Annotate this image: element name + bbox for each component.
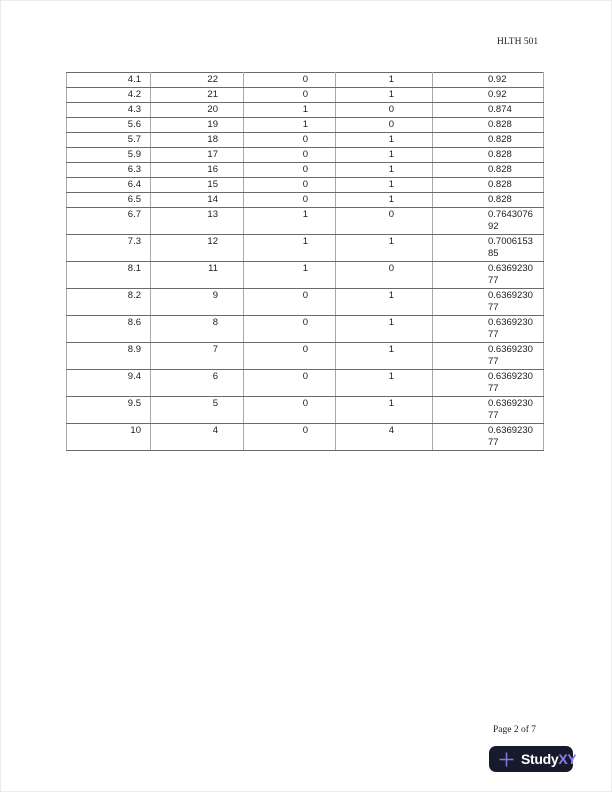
- table-row: [67, 118, 544, 133]
- table-cell: [244, 118, 336, 133]
- cell-value: 0.828: [488, 134, 512, 145]
- cell-value: 16: [207, 164, 218, 175]
- cell-value: 15: [207, 179, 218, 190]
- data-table: [66, 72, 544, 451]
- cell-value: 0.700615385: [488, 236, 533, 259]
- table-cell: [336, 163, 433, 178]
- cell-value: 1: [302, 209, 308, 220]
- cell-value: 18: [207, 134, 218, 145]
- table-cell: [151, 163, 244, 178]
- table-cell: [336, 370, 433, 397]
- table-cell: [433, 397, 544, 424]
- cell-value: 0: [388, 104, 394, 115]
- table-cell: [151, 103, 244, 118]
- table-cell: [151, 316, 244, 343]
- table-cell: [336, 73, 433, 88]
- table-cell: [433, 370, 544, 397]
- cell-value: 1: [388, 290, 394, 301]
- cell-value: 6.3: [127, 164, 141, 175]
- cell-value: 8.1: [127, 263, 141, 274]
- cell-value: 0.636923077: [488, 344, 533, 367]
- table-cell: [67, 163, 151, 178]
- table-cell: [244, 178, 336, 193]
- cell-value: 9.4: [127, 371, 141, 382]
- cell-value: 0.828: [488, 164, 512, 175]
- table-cell: [151, 148, 244, 163]
- cell-value: 12: [207, 236, 218, 247]
- cell-value: 8: [212, 317, 218, 328]
- table-cell: [67, 208, 151, 235]
- table-cell: [433, 208, 544, 235]
- table-cell: [244, 103, 336, 118]
- table-cell: [433, 148, 544, 163]
- table-cell: [151, 370, 244, 397]
- table-cell: [433, 193, 544, 208]
- cell-value: 1: [302, 263, 308, 274]
- cell-value: 1: [302, 236, 308, 247]
- table-cell: [244, 88, 336, 103]
- table-cell: [67, 103, 151, 118]
- table-cell: [336, 118, 433, 133]
- brand-name: [521, 752, 576, 766]
- cell-value: 1: [388, 179, 394, 190]
- table-cell: [244, 235, 336, 262]
- table-cell: [151, 235, 244, 262]
- table-cell: [151, 343, 244, 370]
- table-row: [67, 73, 544, 88]
- table-cell: [336, 178, 433, 193]
- table-cell: [336, 148, 433, 163]
- table-cell: [244, 163, 336, 178]
- cell-value: 9: [212, 290, 218, 301]
- table-cell: [67, 397, 151, 424]
- table-cell: [244, 316, 336, 343]
- table-cell: [151, 397, 244, 424]
- cell-value: 0: [302, 89, 308, 100]
- table-cell: [433, 343, 544, 370]
- cell-value: 20: [207, 104, 218, 115]
- cell-value: 6.4: [127, 179, 141, 190]
- cell-value: 0.636923077: [488, 371, 533, 394]
- cell-value: 1: [302, 104, 308, 115]
- table-row: [67, 148, 544, 163]
- cell-value: 1: [388, 164, 394, 175]
- table-cell: [244, 193, 336, 208]
- cell-value: 0: [302, 398, 308, 409]
- cell-value: 11: [208, 263, 218, 274]
- table-row: [67, 370, 544, 397]
- table-cell: [151, 262, 244, 289]
- table-cell: [336, 103, 433, 118]
- cell-value: 5: [212, 398, 218, 409]
- cell-value: 0.828: [488, 179, 512, 190]
- cell-value: 22: [207, 74, 218, 85]
- table-row: [67, 235, 544, 262]
- cell-value: 4.3: [127, 104, 141, 115]
- cell-value: 4: [212, 425, 218, 436]
- table-row: [67, 208, 544, 235]
- table-row: [67, 88, 544, 103]
- cell-value: 0: [302, 344, 308, 355]
- table-cell: [433, 424, 544, 451]
- cell-value: 21: [207, 89, 218, 100]
- cell-value: 0.636923077: [488, 263, 533, 286]
- cell-value: 1: [302, 119, 308, 130]
- table-cell: [151, 289, 244, 316]
- cell-value: 1: [388, 134, 394, 145]
- cell-value: 8.9: [127, 344, 141, 355]
- table-row: [67, 163, 544, 178]
- table-cell: [244, 208, 336, 235]
- cell-value: 0: [302, 149, 308, 160]
- cell-value: 0.92: [488, 74, 507, 85]
- table-row: [67, 133, 544, 148]
- cell-value: 7: [212, 344, 218, 355]
- cell-value: 1: [388, 236, 394, 247]
- table-cell: [336, 289, 433, 316]
- cell-value: 0: [302, 74, 308, 85]
- table-cell: [67, 343, 151, 370]
- table-cell: [244, 370, 336, 397]
- cell-value: 0.636923077: [488, 398, 533, 421]
- table-cell: [433, 88, 544, 103]
- table-cell: [433, 103, 544, 118]
- table-cell: [151, 193, 244, 208]
- table-cell: [67, 193, 151, 208]
- table-cell: [244, 148, 336, 163]
- cell-value: 0: [302, 134, 308, 145]
- cell-value: 5.7: [127, 134, 141, 145]
- table-cell: [336, 193, 433, 208]
- table-cell: [67, 262, 151, 289]
- table-cell: [336, 133, 433, 148]
- cell-value: 0.636923077: [488, 317, 533, 340]
- table-row: [67, 193, 544, 208]
- cell-value: 0: [388, 209, 394, 220]
- table-cell: [433, 316, 544, 343]
- table-cell: [67, 88, 151, 103]
- cell-value: 1: [388, 344, 394, 355]
- brand-badge[interactable]: [489, 746, 577, 772]
- table-row: [67, 397, 544, 424]
- table-row: [67, 289, 544, 316]
- table-cell: [336, 316, 433, 343]
- cell-value: 6.5: [127, 194, 141, 205]
- plus-icon: [498, 751, 515, 768]
- cell-value: 8.2: [127, 290, 141, 301]
- cell-value: 8.6: [127, 317, 141, 328]
- cell-value: 13: [207, 209, 218, 220]
- cell-value: 4.2: [127, 89, 141, 100]
- footer-page-number: Page 2 of 7: [493, 725, 537, 735]
- cell-value: 0: [302, 194, 308, 205]
- table-cell: [433, 262, 544, 289]
- cell-value: 9.5: [127, 398, 141, 409]
- cell-value: 0.92: [488, 89, 507, 100]
- cell-value: 7.3: [127, 236, 141, 247]
- cell-value: 0.764307692: [488, 209, 533, 232]
- cell-value: 0: [302, 425, 308, 436]
- cell-value: 5.9: [127, 149, 141, 160]
- table-cell: [433, 178, 544, 193]
- cell-value: 1: [388, 317, 394, 328]
- table-cell: [244, 289, 336, 316]
- cell-value: 1: [388, 194, 394, 205]
- table-row: [67, 103, 544, 118]
- cell-value: 5.6: [127, 119, 141, 130]
- table-cell: [67, 316, 151, 343]
- table-cell: [336, 235, 433, 262]
- table-cell: [433, 133, 544, 148]
- cell-value: 17: [207, 149, 218, 160]
- cell-value: 19: [207, 119, 218, 130]
- header-course-code: HLTH 501: [497, 37, 539, 47]
- table-cell: [151, 73, 244, 88]
- table-row: [67, 316, 544, 343]
- cell-value: 1: [388, 398, 394, 409]
- cell-value: 0: [302, 164, 308, 175]
- cell-value: 1: [388, 74, 394, 85]
- table-cell: [433, 235, 544, 262]
- cell-value: 0.828: [488, 119, 512, 130]
- table-cell: [67, 148, 151, 163]
- table-cell: [244, 73, 336, 88]
- table-cell: [67, 133, 151, 148]
- table-cell: [244, 343, 336, 370]
- table-cell: [67, 289, 151, 316]
- cell-value: 0.636923077: [488, 425, 533, 448]
- cell-value: 0.874: [488, 104, 512, 115]
- table-cell: [336, 424, 433, 451]
- table-row: [67, 424, 544, 451]
- cell-value: 14: [207, 194, 218, 205]
- table-row: [67, 178, 544, 193]
- table-cell: [244, 424, 336, 451]
- cell-value: 4.1: [127, 74, 141, 85]
- table-cell: [151, 133, 244, 148]
- table-cell: [151, 178, 244, 193]
- table-row: [67, 262, 544, 289]
- table-cell: [67, 178, 151, 193]
- table-cell: [67, 424, 151, 451]
- table-cell: [151, 424, 244, 451]
- cell-value: 10: [130, 425, 141, 436]
- cell-value: 0: [388, 263, 394, 274]
- table-cell: [336, 262, 433, 289]
- cell-value: 1: [388, 89, 394, 100]
- table-cell: [244, 262, 336, 289]
- cell-value: 0: [302, 317, 308, 328]
- cell-value: 6.7: [127, 209, 141, 220]
- table-cell: [433, 73, 544, 88]
- table-cell: [433, 163, 544, 178]
- cell-value: 0.636923077: [488, 290, 533, 313]
- data-table-body: [67, 73, 544, 451]
- cell-value: 0.828: [488, 149, 512, 160]
- cell-value: 0: [302, 179, 308, 190]
- cell-value: 6: [212, 371, 218, 382]
- table-cell: [151, 88, 244, 103]
- cell-value: 0: [302, 290, 308, 301]
- table-cell: [67, 118, 151, 133]
- cell-value: 1: [388, 371, 394, 382]
- table-cell: [336, 88, 433, 103]
- table-cell: [67, 370, 151, 397]
- cell-value: 0: [388, 119, 394, 130]
- cell-value: 4: [388, 425, 394, 436]
- brand-name-primary: Study: [521, 751, 559, 767]
- cell-value: 1: [388, 149, 394, 160]
- table-cell: [336, 397, 433, 424]
- table-cell: [433, 289, 544, 316]
- table-row: [67, 343, 544, 370]
- cell-value: 0.828: [488, 194, 512, 205]
- table-cell: [336, 208, 433, 235]
- table-cell: [151, 118, 244, 133]
- cell-value: 0: [302, 371, 308, 382]
- brand-name-accent: XY: [558, 751, 577, 767]
- table-cell: [433, 118, 544, 133]
- table-cell: [244, 133, 336, 148]
- table-cell: [67, 235, 151, 262]
- table-cell: [151, 208, 244, 235]
- table-cell: [336, 343, 433, 370]
- table-cell: [67, 73, 151, 88]
- table-cell: [244, 397, 336, 424]
